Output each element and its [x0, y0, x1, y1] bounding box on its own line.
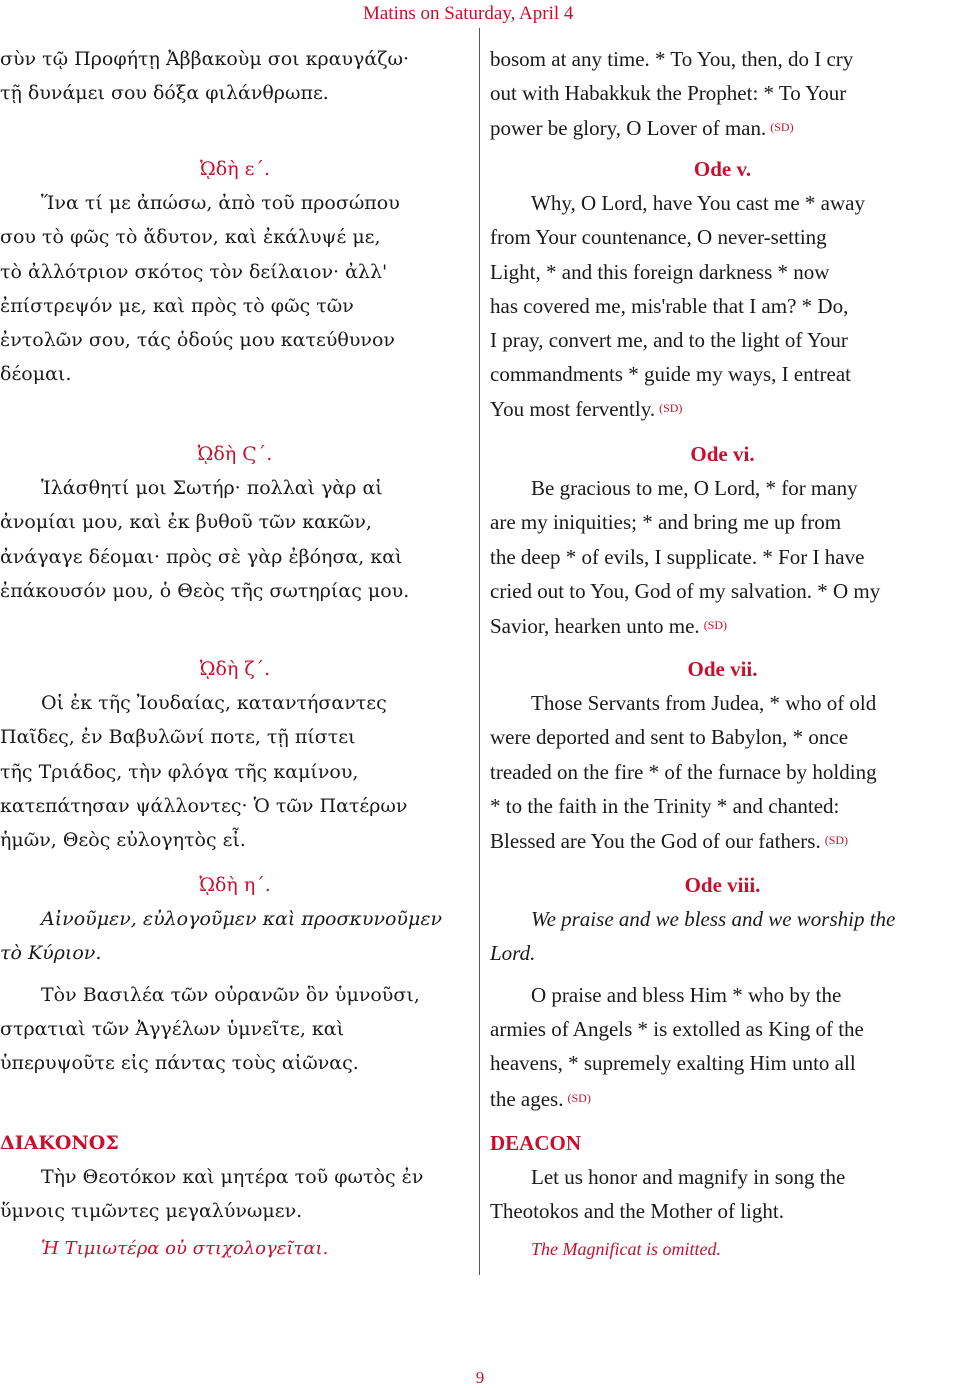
greek-ode-7-line: ἡμῶν, Θεὸς εὐλογητὸς εἶ. [0, 828, 246, 851]
english-ode-8-refrain: We praise and we bless and we worship the [531, 907, 896, 932]
english-ode-5-line: commandments * guide my ways, I entreat [490, 362, 851, 387]
english-ode-8-refrain: Lord. [490, 941, 536, 966]
english-intro [490, 42, 955, 145]
english-ode-6-line [490, 608, 955, 642]
english-ode-7-line: * to the faith in the Trinity * and chanted: [490, 793, 840, 818]
english-ode-8-text: the ages. [490, 1086, 564, 1111]
english-ode-7-text: Blessed are You the God of our fathers. [490, 828, 821, 853]
english-ode-8-line: O praise and bless Him * who by the [531, 983, 842, 1007]
greek-ode-6 [0, 437, 470, 608]
english-ode-6-line: are my iniquities; * and bring me up from [490, 510, 842, 535]
greek-ode-5-line: Ἵνα τί με ἀπώσω, ἀπὸ τοῦ προσώπου [41, 192, 400, 215]
greek-ode-7-line: Παῖδες, ἐν Βαβυλῶνί ποτε, τῇ πίστει [0, 726, 356, 749]
running-title: Matins on Saturday, April 4 [363, 3, 574, 24]
greek-ode-5-line: τὸ ἀλλότριον σκότος τὸν δείλαιον· ἀλλ' [0, 260, 388, 283]
greek-deacon-line: Τὴν Θεοτόκον καὶ μητέρα τοῦ φωτὸς ἐν [41, 1166, 424, 1189]
english-ode-6-text: Savior, hearken unto me. [490, 613, 700, 638]
english-ode-5 [490, 152, 955, 426]
greek-ode-6-line: ἐπάκουσόν μου, ὁ Θεὸς τῆς σωτηρίας μου. [0, 579, 410, 602]
english-intro-line: bosom at any time. * To You, then, do I cry [490, 47, 854, 71]
greek-ode-7 [0, 652, 470, 857]
english-ode-5-line: I pray, convert me, and to the light of Your [490, 327, 848, 352]
column-divider [479, 28, 480, 1275]
english-ode-7-line: Those Servants from Judea, * who of old [531, 691, 877, 716]
english-ode-8-line [490, 1081, 955, 1115]
english-ode-5-text: You most fervently. [490, 397, 656, 422]
greek-ode-8-refrain: Αἰνοῦμεν, εὐλογοῦμεν καὶ προσκυνοῦμεν [41, 908, 443, 931]
greek-ode-7-line: τῆς Τριάδος, τὴν φλόγα τῆς καμίνου, [0, 760, 359, 783]
english-ode-6-line: cried out to You, God of my salvation. * O my [490, 578, 881, 603]
greek-ode-7-heading: ᾨδὴ ζ΄. [199, 658, 271, 680]
greek-ode-5-line: ἐντολῶν σου, τάς ὁδούς μου κατεύθυνον [0, 328, 395, 351]
greek-deacon-heading: ΔΙΑΚΟΝΟΣ [0, 1132, 119, 1154]
english-ode-8-heading: Ode viii. [684, 873, 761, 897]
english-intro-line [490, 110, 955, 144]
english-deacon-line: Let us honor and magnify in song the [531, 1165, 846, 1190]
english-ode-6-line: Be gracious to me, O Lord, * for many [531, 476, 858, 501]
english-deacon [490, 1126, 955, 1229]
english-ode-7 [490, 652, 955, 857]
greek-intro-line: σὺν τῷ Προφήτῃ Ἀββακοὺμ σοι κραυγάζω· [0, 48, 410, 70]
english-deacon-heading: DEACON [490, 1131, 582, 1155]
sd-marker: (SD) [770, 120, 794, 135]
english-ode-8-verse [490, 978, 955, 1115]
page-header [0, 0, 960, 28]
greek-ode-5-line: δέομαι. [0, 363, 72, 386]
greek-deacon-line: ὕμνοις τιμῶντες μεγαλύνωμεν. [0, 1200, 303, 1223]
english-ode-5-line [490, 391, 955, 425]
greek-rubric-note: Ἡ Τιμιωτέρα οὐ στιχολογεῖται. [41, 1238, 329, 1259]
greek-intro-line: τῇ δυνάμει σου δόξα φιλάνθρωπε. [0, 82, 329, 105]
greek-ode-8 [0, 868, 470, 971]
english-ode-5-line: from Your countenance, O never-setting [490, 225, 827, 250]
english-ode-7-line: treaded on the fire * of the furnace by holding [490, 759, 877, 784]
greek-ode-5-line: σου τὸ φῶς τὸ ἄδυτον, καὶ ἐκάλυψέ με, [0, 226, 381, 249]
english-deacon-line: Theotokos and the Mother of light. [490, 1199, 784, 1224]
greek-ode-6-heading: ᾨδὴ Ϛ΄. [197, 443, 273, 465]
english-ode-6-heading: Ode vi. [690, 442, 755, 466]
greek-ode-8-line: ὑπερυψοῦτε εἰς πάντας τοὺς αἰῶνας. [0, 1052, 359, 1075]
greek-ode-5-line: ἐπίστρεψόν με, καὶ πρὸς τὸ φῶς τῶν [0, 294, 354, 317]
greek-ode-7-line: κατεπάτησαν ψάλλοντες· Ὁ τῶν Πατέρων [0, 794, 408, 817]
page-number: 9 [475, 1368, 485, 1387]
greek-rubric [0, 1232, 470, 1266]
greek-ode-8-line: Τὸν Βασιλέα τῶν οὐρανῶν ὃν ὑμνοῦσι, [41, 984, 420, 1006]
greek-ode-6-line: ἀνομίαι μου, καὶ ἐκ βυθοῦ τῶν κακῶν, [0, 511, 372, 534]
english-ode-8-line: armies of Angels * is extolled as King of the [490, 1017, 864, 1042]
english-rubric [490, 1232, 955, 1266]
english-ode-5-line: Light, * and this foreign darkness * now [490, 259, 830, 284]
english-ode-6-line: the deep * of evils, I supplicate. * For I have [490, 544, 865, 569]
sd-marker: (SD) [567, 1090, 591, 1105]
greek-ode-6-line: Ἱλάσθητί μοι Σωτήρ· πολλαὶ γὰρ αἱ [41, 477, 383, 500]
english-ode-6 [490, 437, 955, 642]
sd-marker: (SD) [824, 832, 849, 847]
greek-ode-7-line: Οἱ ἐκ τῆς Ἰουδαίας, καταντήσαντες [41, 692, 387, 715]
english-ode-7-heading: Ode vii. [687, 657, 758, 681]
english-intro-text: power be glory, O Lover of man. [490, 116, 767, 141]
english-intro-line: out with Habakkuk the Prophet: * To Your [490, 81, 847, 106]
english-ode-5-line: Why, O Lord, have You cast me * away [531, 191, 865, 216]
english-rubric-note: The Magnificat is omitted. [531, 1239, 721, 1259]
english-ode-8 [490, 868, 955, 971]
greek-ode-5-heading: ᾨδὴ ε΄. [200, 158, 270, 180]
english-ode-7-line: were deported and sent to Babylon, * once [490, 725, 849, 750]
sd-marker: (SD) [703, 617, 728, 632]
english-ode-5-line: has covered me, mis'rable that I am? * Do, [490, 293, 849, 318]
greek-ode-8-refrain: τὸ Κύριον. [0, 942, 102, 965]
greek-intro [0, 42, 470, 110]
greek-ode-8-verse [0, 978, 470, 1081]
greek-ode-8-heading: ᾨδὴ η΄. [199, 874, 271, 896]
english-ode-8-line: heavens, * supremely exalting Him unto all [490, 1051, 856, 1076]
greek-deacon [0, 1126, 470, 1229]
english-ode-7-line [490, 823, 955, 857]
english-ode-5-heading: Ode v. [693, 157, 752, 181]
greek-ode-8-line: στρατιαὶ τῶν Ἀγγέλων ὑμνεῖτε, καὶ [0, 1018, 345, 1041]
greek-ode-6-line: ἀνάγαγε δέομαι· πρὸς σὲ γὰρ ἐβόησα, καὶ [0, 545, 403, 568]
greek-ode-5 [0, 152, 470, 391]
sd-marker: (SD) [659, 401, 683, 416]
